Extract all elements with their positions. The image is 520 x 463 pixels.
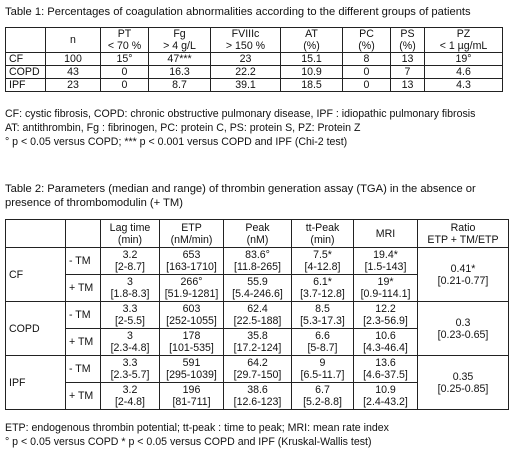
table-cell: 13 bbox=[391, 53, 425, 66]
table2-note-abbrev: ETP: endogenous thrombin potential; tt-peak : time to peak; MRI: mean rate index bbox=[5, 422, 389, 434]
cell-median: 10.6 bbox=[375, 330, 396, 342]
header-top: PT bbox=[117, 28, 132, 40]
cell-range: [4.3-46.4] bbox=[363, 342, 408, 354]
table2-caption-line1: Table 2: Parameters (median and range) of thrombin generation assay (TGA) in the absence or bbox=[5, 183, 476, 195]
cell-range: [3.7-12.8] bbox=[300, 288, 345, 300]
cell-range: [17.2-124] bbox=[233, 342, 282, 354]
cell-median: 603 bbox=[182, 303, 201, 315]
cell-median: 8.5 bbox=[315, 303, 330, 315]
cell-median: 3 bbox=[127, 330, 133, 342]
cell-median: 38.6 bbox=[247, 384, 268, 396]
header-top: MRI bbox=[375, 227, 396, 240]
table-cell: 0 bbox=[101, 66, 149, 79]
table2-header-cell bbox=[101, 220, 160, 248]
header-top: PS bbox=[400, 28, 415, 40]
cell-range: [1.5-143] bbox=[364, 261, 407, 273]
ratio-range: [0.21-0.77] bbox=[437, 274, 489, 287]
table-cell bbox=[160, 248, 224, 275]
table2-header-cell bbox=[354, 220, 418, 248]
cell-range: [295-1039] bbox=[166, 369, 217, 381]
ratio-cell bbox=[418, 248, 509, 302]
table1-note-abbrev-1: CF: cystic fibrosis, COPD: chronic obstructive pulmonary disease, IPF : idiopathic pulmonary fibrosis bbox=[5, 108, 476, 120]
cell-range: [5.3-17.3] bbox=[300, 315, 345, 327]
cell-median: 3.3 bbox=[122, 303, 138, 315]
row-label: IPF bbox=[6, 79, 46, 92]
cell-range: [2.4-43.2] bbox=[363, 396, 408, 408]
header-top: PC bbox=[359, 28, 374, 40]
header-top: Lag time bbox=[109, 221, 151, 234]
table-cell bbox=[224, 383, 292, 410]
cell-range: [2.3-56.9] bbox=[363, 315, 408, 327]
table-cell bbox=[354, 248, 418, 275]
cell-range: [2-5.5] bbox=[114, 315, 146, 327]
header-bottom: (nM/min) bbox=[170, 233, 213, 246]
header-bottom: (min) bbox=[117, 233, 143, 246]
table-cell: 22.2 bbox=[211, 66, 281, 79]
table1-header-cell bbox=[391, 28, 425, 53]
cell-range: [81-711] bbox=[172, 396, 211, 408]
cell-median: 6.1* bbox=[313, 276, 332, 288]
tm-label: + TM bbox=[66, 383, 101, 410]
table-cell bbox=[101, 356, 160, 383]
table2-header-cell bbox=[292, 220, 354, 248]
cell-range: [2-8.7] bbox=[114, 261, 146, 273]
table-cell: 39.1 bbox=[211, 79, 281, 92]
table-cell bbox=[292, 383, 354, 410]
table-cell: 4.3 bbox=[425, 79, 503, 92]
table2-header-cell bbox=[66, 220, 101, 248]
cell-median: 6.6 bbox=[315, 330, 330, 342]
cell-median: 19.4* bbox=[373, 249, 398, 261]
table-cell: 7 bbox=[391, 66, 425, 79]
table-cell: 43 bbox=[46, 66, 101, 79]
header-bottom: ETP + TM/ETP bbox=[427, 233, 499, 246]
ratio-value: 0.3 bbox=[455, 316, 471, 329]
header-top: ETP bbox=[181, 221, 202, 234]
table2-header-row bbox=[6, 220, 509, 248]
header-top: tt-Peak bbox=[305, 221, 340, 234]
ratio-value: 0.35 bbox=[452, 370, 474, 383]
cell-median: 266° bbox=[180, 276, 203, 288]
table-cell bbox=[101, 329, 160, 356]
table1-header-cell bbox=[6, 28, 46, 53]
tm-label: - TM bbox=[66, 302, 101, 329]
table-cell: 8.7 bbox=[149, 79, 211, 92]
cell-range: [2.3-5.7] bbox=[110, 369, 150, 381]
cell-range: [1.8-8.3] bbox=[110, 288, 150, 300]
table-cell bbox=[101, 302, 160, 329]
cell-median: 64.2 bbox=[247, 357, 268, 369]
table-cell bbox=[292, 356, 354, 383]
header-top: Fg bbox=[173, 28, 186, 40]
cell-range: [163-1710] bbox=[166, 261, 217, 273]
table-cell bbox=[160, 356, 224, 383]
table-cell bbox=[160, 275, 224, 302]
tm-label: + TM bbox=[66, 329, 101, 356]
table-cell bbox=[354, 329, 418, 356]
table-cell: 23 bbox=[211, 53, 281, 66]
header-top: AT bbox=[305, 28, 318, 40]
table-cell bbox=[292, 302, 354, 329]
table1-header-cell bbox=[149, 28, 211, 53]
header-top: PZ bbox=[456, 28, 471, 40]
table-cell bbox=[160, 302, 224, 329]
table-cell bbox=[160, 329, 224, 356]
table-cell bbox=[224, 302, 292, 329]
cell-median: 7.5* bbox=[313, 249, 332, 261]
table-cell bbox=[101, 383, 160, 410]
table2-note-stats: ° p < 0.05 versus COPD * p < 0.05 versus COPD and IPF (Kruskal-Wallis test) bbox=[5, 436, 372, 448]
cell-median: 3 bbox=[127, 276, 133, 288]
cell-median: 83.6° bbox=[245, 249, 270, 261]
cell-range: [4.6-37.5] bbox=[363, 369, 408, 381]
cell-range: [6.5-11.7] bbox=[300, 369, 345, 381]
header-bottom: (min) bbox=[310, 233, 335, 246]
table1-header-row bbox=[6, 28, 503, 53]
cell-range: [29.7-150] bbox=[233, 369, 282, 381]
table1-header-cell bbox=[211, 28, 281, 53]
ratio-value: 0.41* bbox=[450, 262, 476, 275]
table-cell bbox=[292, 329, 354, 356]
header-top: FVIIIc bbox=[231, 28, 260, 40]
table1-header-cell bbox=[281, 28, 343, 53]
header-bottom: < 70 % bbox=[107, 40, 142, 52]
header-bottom: (%) bbox=[358, 40, 375, 52]
cell-median: 9 bbox=[319, 357, 326, 369]
table-cell bbox=[224, 329, 292, 356]
table2-header-cell bbox=[418, 220, 509, 248]
cell-range: [5.2-8.8] bbox=[303, 396, 342, 408]
cell-median: 10.9 bbox=[375, 384, 396, 396]
table-cell bbox=[292, 248, 354, 275]
cell-median: 178 bbox=[182, 330, 201, 342]
cell-median: 196 bbox=[182, 384, 201, 396]
table-cell bbox=[354, 356, 418, 383]
cell-median: 3.2 bbox=[122, 249, 138, 261]
table2 bbox=[5, 219, 509, 410]
table-cell: 18.5 bbox=[281, 79, 343, 92]
cell-range: [2.3-4.8] bbox=[110, 342, 150, 354]
cell-median: 12.2 bbox=[375, 303, 396, 315]
cell-range: [0.9-114.1] bbox=[360, 288, 411, 300]
table2-header-cell bbox=[224, 220, 292, 248]
cell-range: [2-4.8] bbox=[114, 396, 146, 408]
cell-median: 55.9 bbox=[247, 276, 268, 288]
table-row bbox=[6, 356, 509, 383]
table-cell bbox=[354, 383, 418, 410]
table1-header-cell bbox=[46, 28, 101, 53]
ratio-range: [0.23-0.65] bbox=[437, 328, 489, 341]
table-cell: 8 bbox=[343, 53, 391, 66]
table-cell bbox=[101, 248, 160, 275]
cell-median: 19* bbox=[377, 276, 394, 288]
header-top: Ratio bbox=[450, 221, 476, 234]
cell-range: [11.8-265] bbox=[234, 261, 281, 273]
table-cell: 16.3 bbox=[149, 66, 211, 79]
table-cell: 47*** bbox=[149, 53, 211, 66]
header-top: n bbox=[70, 34, 76, 46]
table-cell: 10.9 bbox=[281, 66, 343, 79]
tm-label: - TM bbox=[66, 356, 101, 383]
ratio-cell bbox=[418, 302, 509, 356]
table-row bbox=[6, 66, 503, 79]
table-row bbox=[6, 248, 509, 275]
group-label: IPF bbox=[6, 356, 66, 410]
cell-range: [252-1055] bbox=[166, 315, 217, 327]
cell-median: 653 bbox=[182, 249, 201, 261]
table1-caption: Table 1: Percentages of coagulation abnormalities according to the different groups of patients bbox=[5, 6, 471, 18]
table2-header-cell bbox=[6, 220, 66, 248]
cell-median: 3.2 bbox=[122, 384, 138, 396]
table-cell bbox=[224, 356, 292, 383]
cell-median: 6.7 bbox=[315, 384, 330, 396]
table-cell: 0 bbox=[343, 79, 391, 92]
group-label: CF bbox=[6, 248, 66, 302]
table1-header-cell bbox=[101, 28, 149, 53]
table2-header-cell bbox=[160, 220, 224, 248]
table-cell: 23 bbox=[46, 79, 101, 92]
cell-median: 3.3 bbox=[122, 357, 138, 369]
cell-range: [12.6-123] bbox=[233, 396, 282, 408]
cell-range: [5.4-246.6] bbox=[232, 288, 283, 300]
cell-median: 591 bbox=[182, 357, 201, 369]
row-label: COPD bbox=[6, 66, 46, 79]
cell-range: [4-12.8] bbox=[304, 261, 341, 273]
cell-median: 13.6 bbox=[375, 357, 396, 369]
tm-label: + TM bbox=[66, 275, 101, 302]
header-bottom: > 4 g/L bbox=[163, 40, 196, 52]
table-cell: 15.1 bbox=[281, 53, 343, 66]
table-row bbox=[6, 79, 503, 92]
ratio-cell bbox=[418, 356, 509, 410]
cell-median: 62.4 bbox=[247, 303, 268, 315]
header-bottom: (%) bbox=[303, 40, 320, 52]
cell-range: [101-535] bbox=[169, 342, 214, 354]
table-cell bbox=[354, 302, 418, 329]
table1-note-abbrev-2: AT: antithrombin, Fg : fibrinogen, PC: protein C, PS: protein S, PZ: Protein Z bbox=[5, 122, 361, 134]
table-cell bbox=[354, 275, 418, 302]
table-cell bbox=[224, 248, 292, 275]
cell-range: [51.9-1281] bbox=[164, 288, 219, 300]
header-bottom: < 1 µg/mL bbox=[439, 40, 488, 52]
table-cell: 13 bbox=[391, 79, 425, 92]
cell-range: [22.5-188] bbox=[233, 315, 282, 327]
table-cell: 0 bbox=[343, 66, 391, 79]
table-cell bbox=[160, 383, 224, 410]
cell-range: [5-8.7] bbox=[307, 342, 338, 354]
table1-note-stats: ° p < 0.05 versus COPD; *** p < 0.001 versus COPD and IPF (Chi-2 test) bbox=[5, 136, 348, 148]
table1 bbox=[5, 27, 503, 92]
header-top: Peak bbox=[245, 221, 270, 234]
header-bottom: > 150 % bbox=[225, 40, 266, 52]
header-bottom: (%) bbox=[399, 40, 416, 52]
table2-caption-line2: presence of thrombomodulin (+ TM) bbox=[5, 197, 183, 209]
table-cell: 15° bbox=[101, 53, 149, 66]
table-row bbox=[6, 302, 509, 329]
table-cell: 100 bbox=[46, 53, 101, 66]
table-cell: 4.6 bbox=[425, 66, 503, 79]
table-row bbox=[6, 53, 503, 66]
header-bottom: (nM) bbox=[246, 233, 269, 246]
table-cell: 19° bbox=[425, 53, 503, 66]
tm-label: - TM bbox=[66, 248, 101, 275]
table1-header-cell bbox=[343, 28, 391, 53]
table-cell bbox=[292, 275, 354, 302]
row-label: CF bbox=[6, 53, 46, 66]
table-cell bbox=[224, 275, 292, 302]
cell-median: 35.8 bbox=[247, 330, 268, 342]
table1-header-cell bbox=[425, 28, 503, 53]
table-cell bbox=[101, 275, 160, 302]
table-cell: 0 bbox=[101, 79, 149, 92]
ratio-range: [0.25-0.85] bbox=[437, 382, 489, 395]
group-label: COPD bbox=[6, 302, 66, 356]
